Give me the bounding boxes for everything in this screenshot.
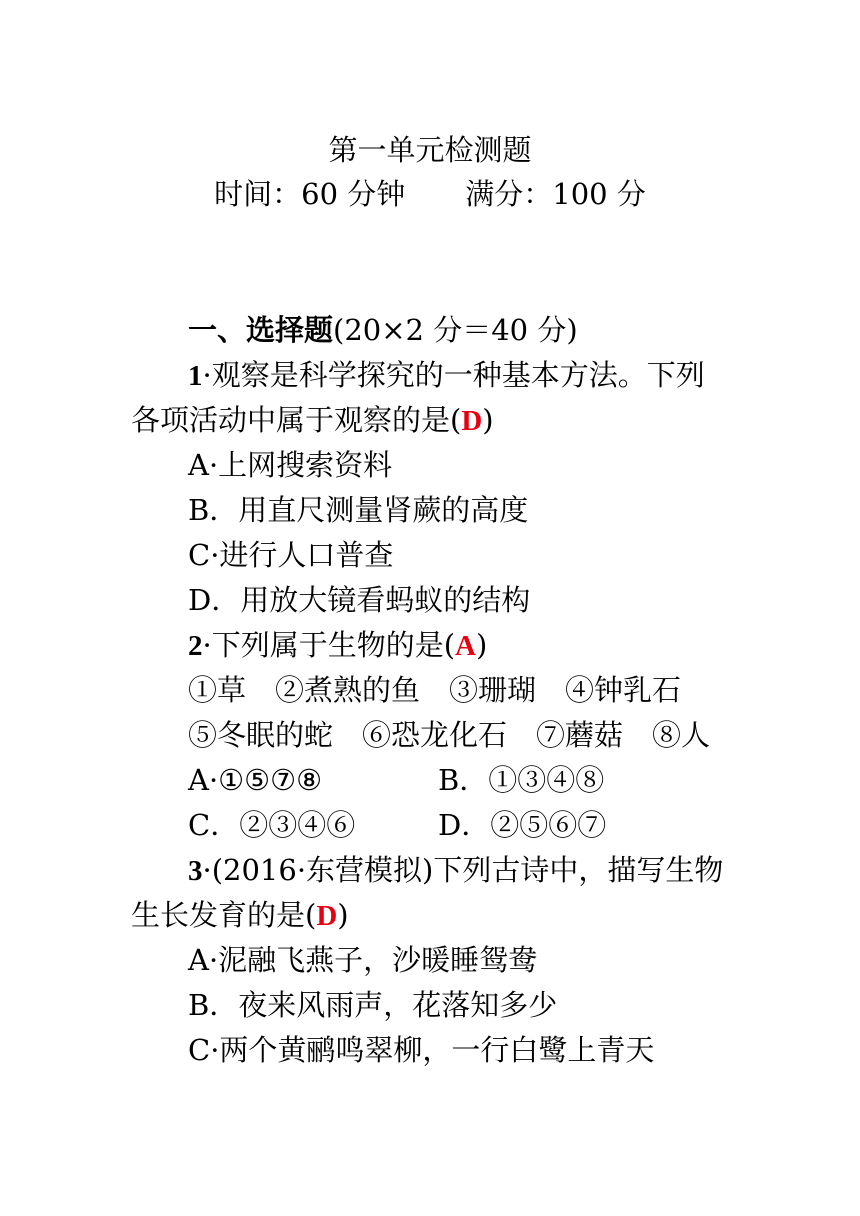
question-2-items-line1: ①草 ②煮熟的鱼 ③珊瑚 ④钟乳石 (188, 673, 682, 707)
question-2-option-a: A·①⑤⑦⑧ (188, 763, 323, 797)
page-title: 第一单元检测题 (328, 133, 532, 167)
question-1-stem-line1: 1·观察是科学探究的一种基本方法。下列 (188, 358, 705, 392)
question-1-option-a: A·上网搜索资料 (188, 448, 393, 482)
question-2-option-d: D．②⑤⑥⑦ (438, 808, 607, 842)
time-label: 时间：60 分钟 (214, 177, 406, 211)
question-3-number: 3 (188, 855, 203, 887)
question-3-option-c: C·两个黄鹂鸣翠柳，一行白鹭上青天 (188, 1033, 655, 1067)
question-1-stem-line2: 各项活动中属于观察的是(D) (131, 403, 494, 437)
question-2-options-row2 (188, 805, 788, 845)
question-2-option-b: B．①③④⑧ (438, 763, 605, 797)
question-1-option-d: D．用放大镜看蚂蚁的结构 (188, 583, 531, 617)
question-2-option-c: C．②③④⑥ (188, 808, 356, 842)
score-label: 满分：100 分 (465, 177, 646, 211)
question-1-number: 1 (188, 360, 203, 392)
question-2-items-line2: ⑤冬眠的蛇 ⑥恐龙化石 ⑦蘑菇 ⑧人 (188, 718, 711, 752)
question-1-option-b: B．用直尺测量肾蕨的高度 (188, 493, 529, 527)
question-2-answer: A (455, 630, 476, 662)
section-heading-main: 一、选择题 (188, 313, 334, 347)
question-3-stem-line2: 生长发育的是(D) (131, 898, 349, 932)
question-3-answer: D (316, 900, 338, 932)
question-3-option-a: A·泥融飞燕子，沙暖睡鸳鸯 (188, 943, 538, 977)
question-1-option-c: C·进行人口普查 (188, 538, 394, 572)
question-2-number: 2 (188, 630, 203, 662)
question-1-answer: D (461, 405, 483, 437)
exam-info (0, 174, 860, 214)
section-heading-note: (20×2 分＝40 分) (333, 313, 578, 347)
question-3-stem-line1: 3·(2016·东营模拟)下列古诗中，描写生物 (188, 853, 724, 887)
question-2-options-row1 (188, 760, 788, 800)
question-3-option-b: B．夜来风雨声，花落知多少 (188, 988, 558, 1022)
question-2-stem: 2·下列属于生物的是(A) (188, 628, 488, 662)
section-heading (188, 310, 578, 350)
